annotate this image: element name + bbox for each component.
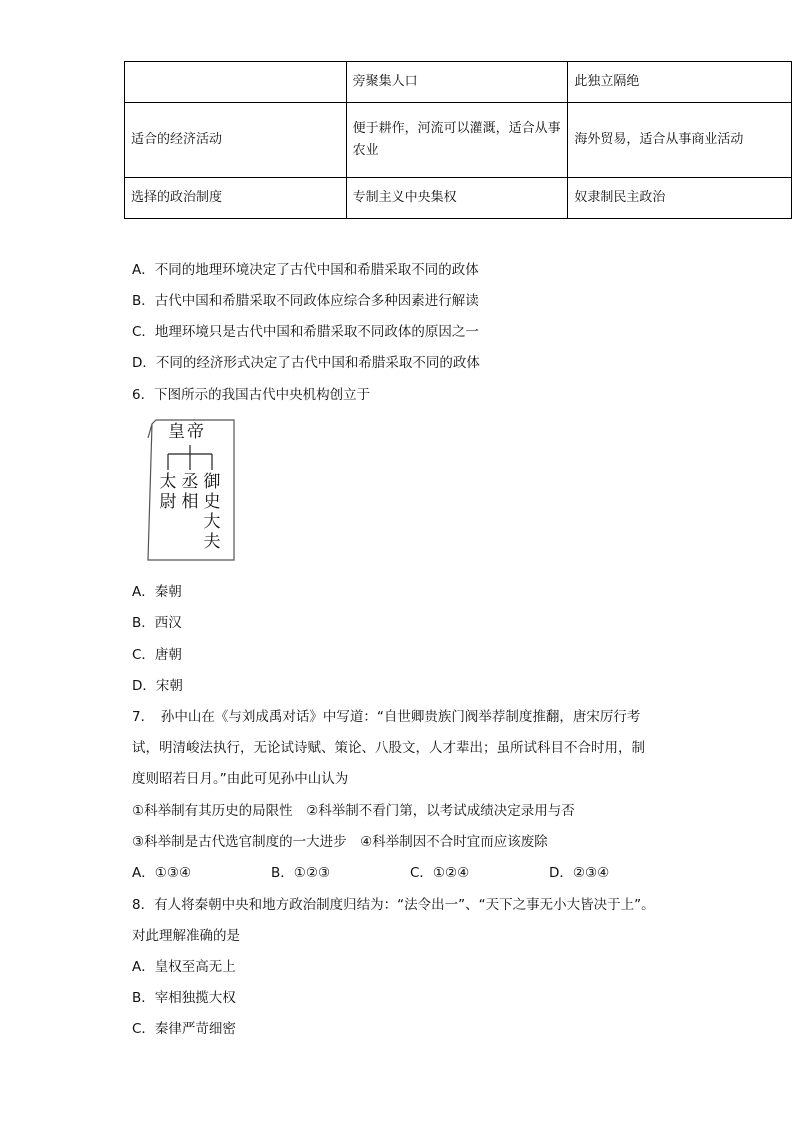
table-cell: 旁聚集人口 bbox=[346, 62, 568, 103]
diagram-taiwei: 太尉 bbox=[159, 472, 177, 512]
central-government-diagram bbox=[146, 418, 236, 562]
q6-option-d: D．宋朝 bbox=[132, 678, 183, 694]
q7-option-a: A．①③④ bbox=[132, 865, 192, 881]
table-cell: 选择的政治制度 bbox=[125, 178, 347, 219]
comparison-table bbox=[124, 61, 792, 219]
q7-statements-line-1: ①科举制有其历史的局限性 ②科举制不看门第，以考试成绩决定录用与否 bbox=[132, 803, 575, 819]
q7-stem-line-3: 度则昭若日月。”由此可见孙中山认为 bbox=[132, 771, 349, 787]
q8-stem-line-2: 对此理解准确的是 bbox=[132, 928, 240, 944]
table-row bbox=[125, 103, 792, 178]
q7-statements-line-2: ③科举制是古代选官制度的一大进步 ④科举制因不合时宜而应该废除 bbox=[132, 834, 548, 850]
table-cell: 适合的经济活动 bbox=[125, 103, 347, 178]
diagram-yushidafu: 御史大夫 bbox=[203, 472, 221, 552]
table-cell: 便于耕作，河流可以灌溉，适合从事农业 bbox=[346, 103, 568, 178]
table-row bbox=[125, 62, 792, 103]
q6-stem: 6．下图所示的我国古代中央机构创立于 bbox=[132, 387, 371, 403]
q8-option-a: A．皇权至高无上 bbox=[132, 959, 236, 975]
q6-option-b: B．西汉 bbox=[132, 615, 182, 631]
table-cell: 奴隶制民主政治 bbox=[568, 178, 792, 219]
table-cell bbox=[125, 62, 347, 103]
q6-option-c: C．唐朝 bbox=[132, 647, 182, 663]
table-cell: 海外贸易，适合从事商业活动 bbox=[568, 103, 792, 178]
q6-option-a: A．秦朝 bbox=[132, 584, 182, 600]
q7-option-d: D．②③④ bbox=[549, 865, 610, 881]
q7-option-b: B．①②③ bbox=[271, 865, 331, 881]
table-cell: 专制主义中央集权 bbox=[346, 178, 568, 219]
q5-option-a: A．不同的地理环境决定了古代中国和希腊采取不同的政体 bbox=[132, 262, 479, 278]
q5-option-b: B．古代中国和希腊采取不同政体应综合多种因素进行解读 bbox=[132, 293, 479, 309]
q8-stem-line-1: 8．有人将秦朝中央和地方政治制度归结为：“法令出一”、“天下之事无小大皆决于上”。 bbox=[132, 897, 655, 913]
diagram-emperor: 皇帝 bbox=[168, 422, 206, 442]
q7-stem-line-1: 7． 孙中山在《与刘成禹对话》中写道：“自世卿贵族门阀举荐制度推翻，唐宋厉行考 bbox=[132, 709, 641, 725]
q8-option-c: C．秦律严苛细密 bbox=[132, 1021, 236, 1037]
q5-option-c: C．地理环境只是古代中国和希腊采取不同政体的原因之一 bbox=[132, 324, 479, 340]
q8-option-b: B．宰相独揽大权 bbox=[132, 990, 236, 1006]
diagram-chengxiang: 丞相 bbox=[181, 472, 199, 512]
q7-stem-line-2: 试，明清峻法执行，无论试诗赋、策论、八股文，人才辈出；虽所试科目不合时用，制 bbox=[132, 740, 645, 756]
q7-option-c: C．①②④ bbox=[410, 865, 470, 881]
table-row bbox=[125, 178, 792, 219]
q5-option-d: D．不同的经济形式决定了古代中国和希腊采取不同的政体 bbox=[132, 355, 480, 371]
table-cell: 此独立隔绝 bbox=[568, 62, 792, 103]
